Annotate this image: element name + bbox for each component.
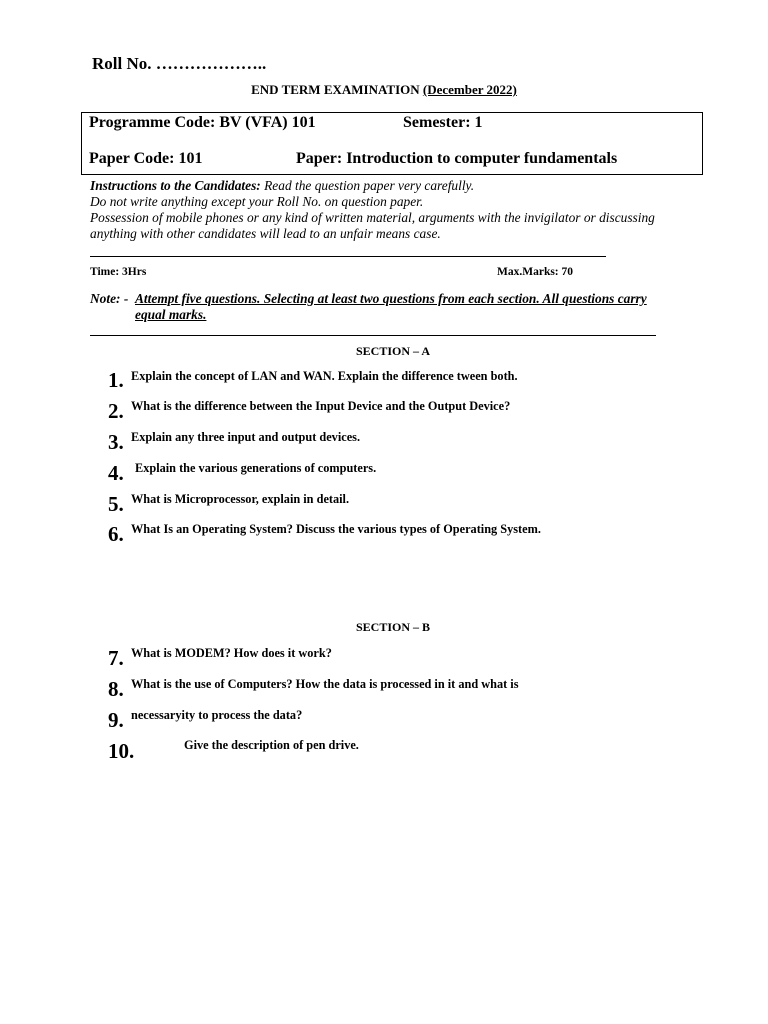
question-number: 6. [108,522,124,546]
instructions-line-3: Possession of mobile phones or any kind of written material, arguments with the invigilator or discussing [90,210,655,225]
question-number: 10. [108,739,135,763]
paper-name: Paper: Introduction to computer fundamentals [296,150,618,167]
question-text: What is MODEM? How does it work? [131,646,332,660]
question-text: What is Microprocessor, explain in detail. [131,492,350,506]
section-b-title: SECTION – B [355,620,431,634]
programme-code: Programme Code: BV (VFA) 101 [89,114,316,131]
instructions-label: Instructions to the Candidates: [90,178,261,193]
divider-rule [90,335,656,336]
instructions-line-1 [90,178,474,194]
max-marks: Max.Marks: 70 [497,266,574,278]
question-text: Explain the various generations of computers. [135,461,377,475]
paper-code: Paper Code: 101 [89,150,203,167]
question-text: Give the description of pen drive. [184,738,359,752]
exam-title-prefix: END TERM EXAMINATION [251,82,423,97]
note-label: Note: - [90,291,129,306]
semester: Semester: 1 [403,114,483,131]
question-text: What is the use of Computers? How the data is processed in it and what is [131,677,519,691]
exam-time: Time: 3Hrs [90,266,147,278]
instructions-line-2: Do not write anything except your Roll No. on question paper. [90,194,424,209]
question-number: 2. [108,399,124,423]
question-number: 7. [108,646,124,670]
instructions-line-4: anything with other candidates will lead to an unfair means case. [90,226,441,241]
question-number: 4. [108,461,124,485]
question-number: 5. [108,492,124,516]
note-line-1: Attempt five questions. Selecting at least two questions from each section. All questions carry [135,291,647,306]
section-a-title: SECTION – A [355,344,431,358]
divider-rule [90,256,606,257]
question-text: What Is an Operating System? Discuss the various types of Operating System. [131,522,541,536]
exam-session: (December 2022) [422,82,517,97]
question-text: What is the difference between the Input Device and the Output Device? [131,399,511,413]
question-number: 8. [108,677,124,701]
question-number: 9. [108,708,124,732]
question-text: Explain any three input and output devices. [131,430,361,444]
instructions-line-1-text: Read the question paper very carefully. [260,178,475,193]
roll-number-line: Roll No. ……………….. [92,54,267,73]
question-number: 1. [108,368,124,392]
exam-title [0,82,768,98]
question-text: Explain the concept of LAN and WAN. Explain the difference tween both. [131,369,518,383]
question-number: 3. [108,430,124,454]
note-line-2: equal marks. [135,307,207,322]
question-text: necessaryity to process the data? [131,708,303,722]
